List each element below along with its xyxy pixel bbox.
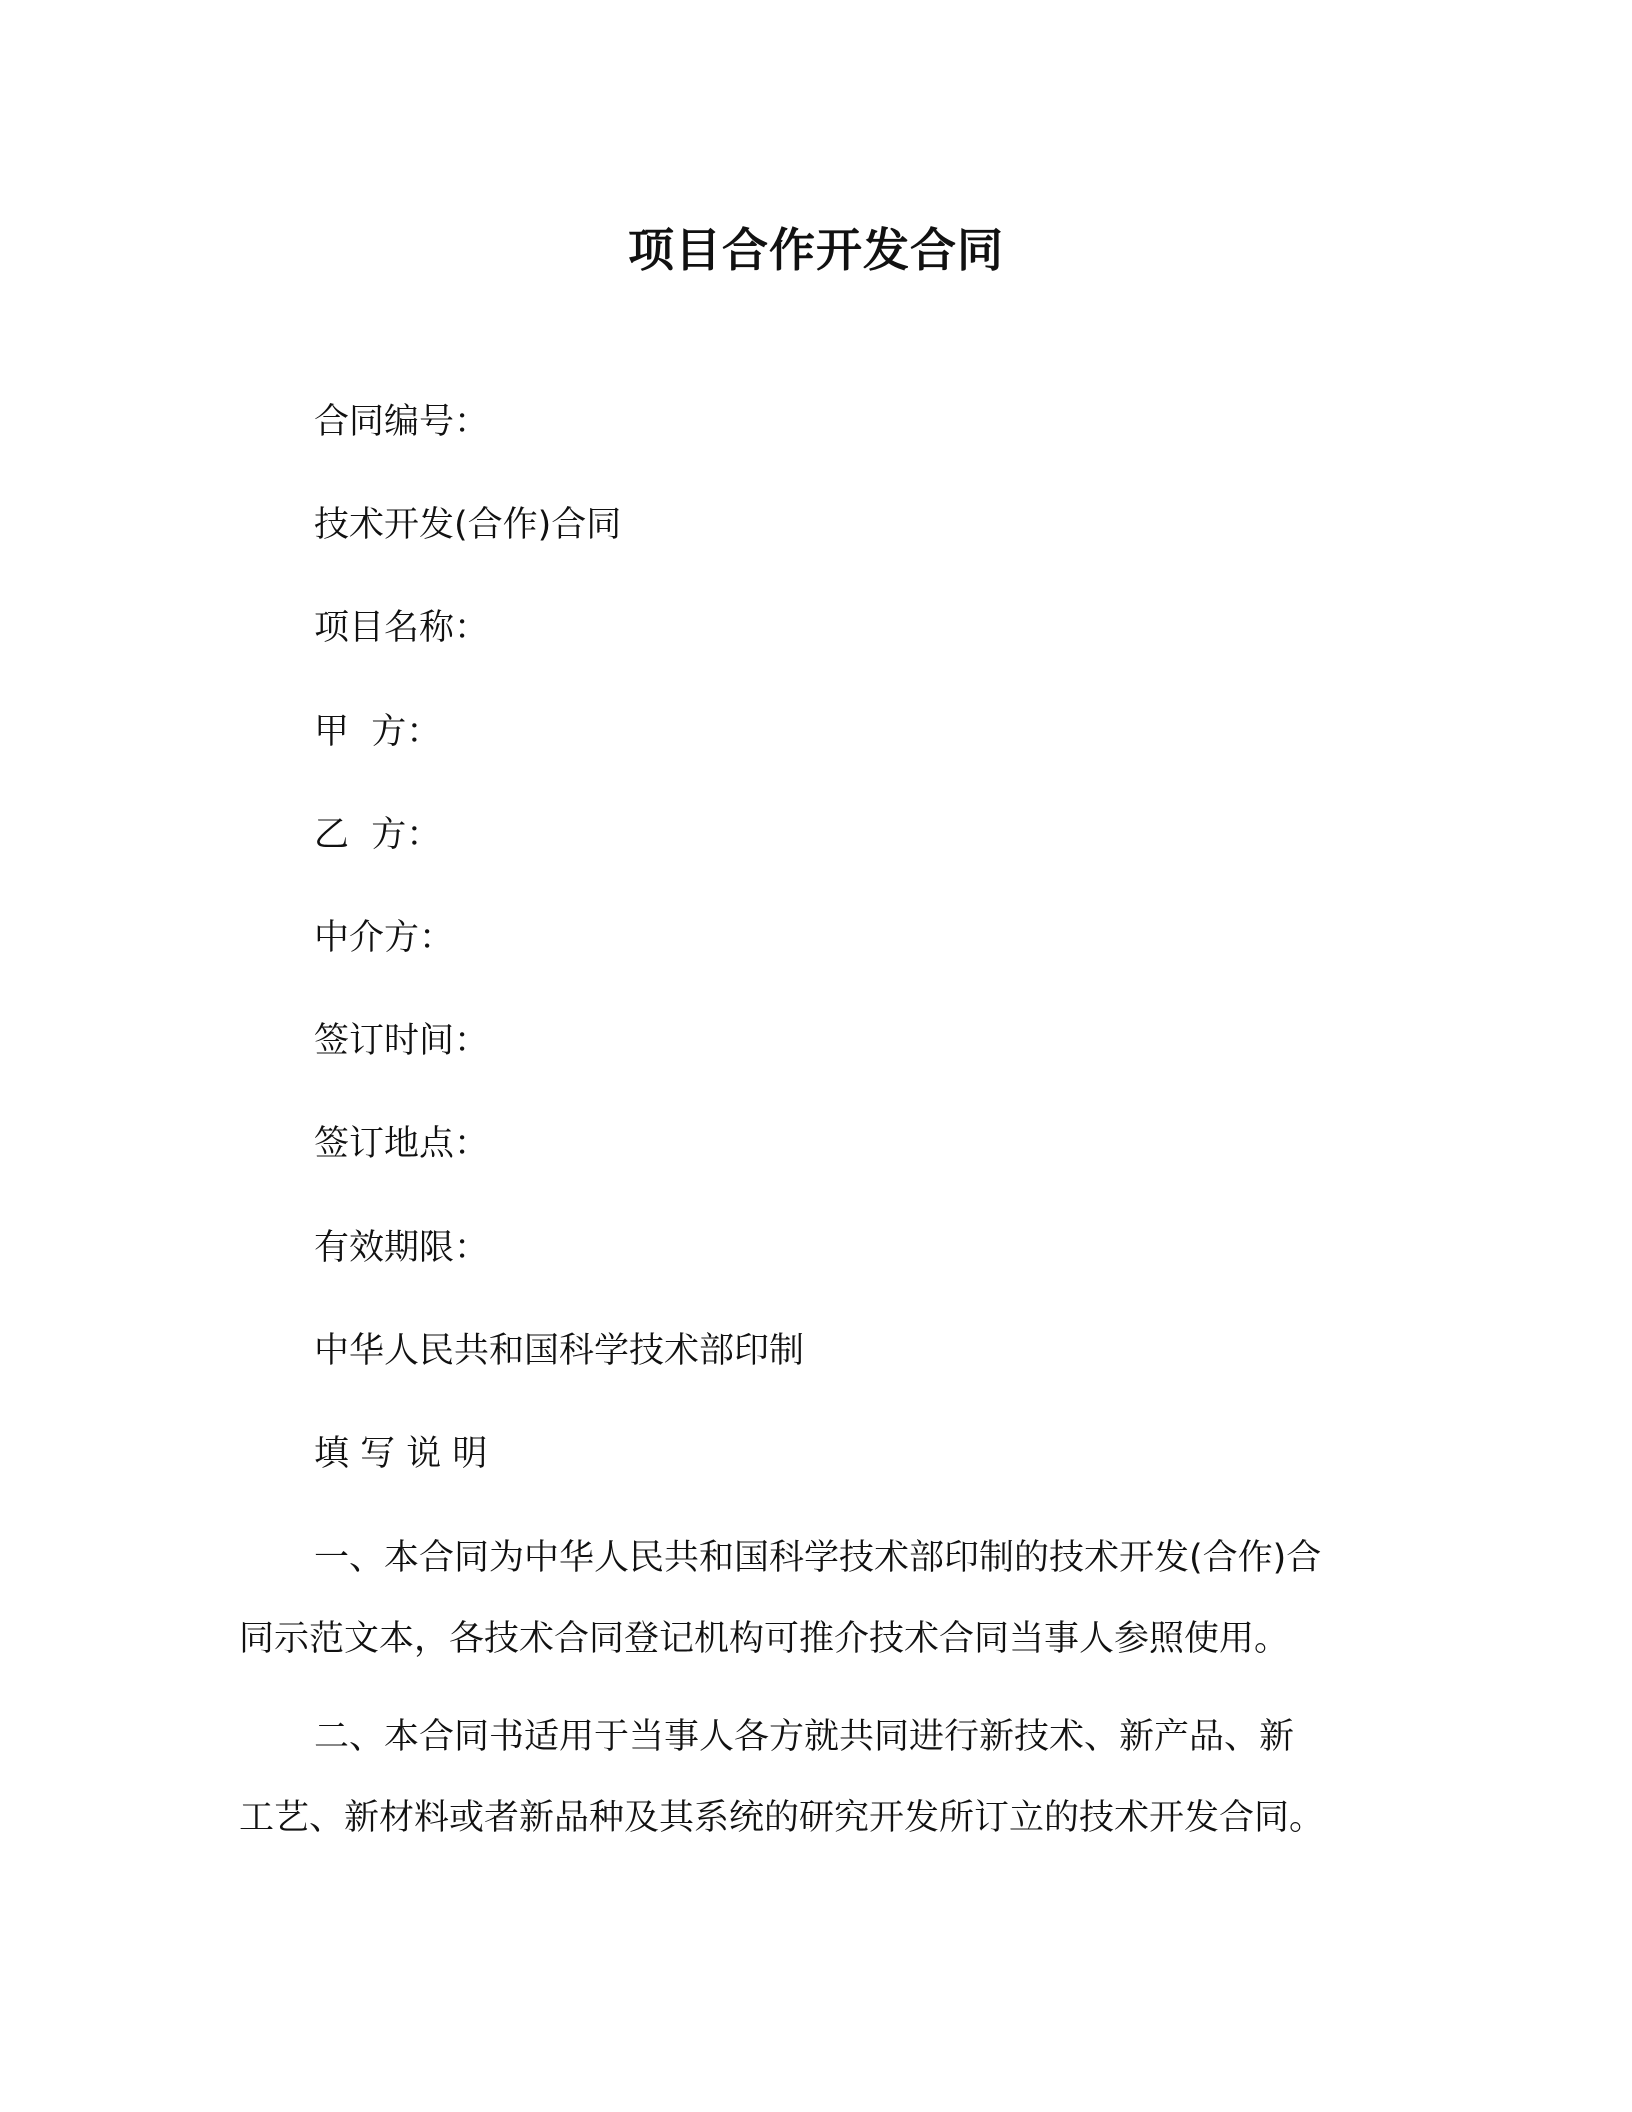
instruction-2-line-1: 二、本合同书适用于当事人各方就共同进行新技术、新产品、新 [314,1717,1295,1757]
instructions-heading: 填 写 说 明 [314,1434,488,1474]
validity-period-label: 有效期限： [314,1228,490,1268]
contract-type-label: 技术开发(合作)合同 [314,505,622,545]
instruction-1-line-2: 同示范文本，各技术合同登记机构可推介技术合同当事人参照使用。 [239,1619,1290,1659]
party-a-label: 甲 方： [314,712,442,752]
project-name-label: 项目名称： [314,608,490,648]
signing-place-label: 签订地点： [314,1124,490,1164]
instruction-2-line-2: 工艺、新材料或者新品种及其系统的研究开发所订立的技术开发合同。 [239,1798,1325,1838]
instruction-paragraph-2 [239,1715,1389,1840]
party-b-label: 乙 方： [314,815,442,855]
instruction-1-line-1: 一、本合同为中华人民共和国科学技术部印制的技术开发(合作)合 [314,1538,1322,1578]
signing-date-label: 签订时间： [314,1021,490,1061]
printed-by-line: 中华人民共和国科学技术部印制 [314,1331,805,1371]
intermediary-label: 中介方： [314,918,455,958]
contract-number-label: 合同编号： [314,402,490,442]
instruction-paragraph-1 [239,1536,1389,1661]
document-title: 项目合作开发合同 [628,223,1004,277]
